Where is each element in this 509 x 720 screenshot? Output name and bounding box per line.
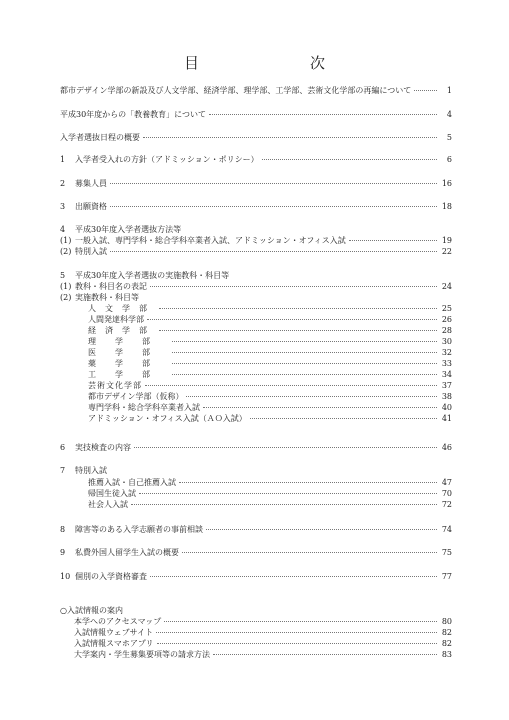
dot-leader (172, 374, 437, 375)
dot-leader (147, 319, 437, 320)
toc-entry-label: 募集人員 (75, 179, 107, 188)
page-title: 目 次 (183, 54, 373, 72)
dot-leader (157, 643, 437, 644)
toc-entry-label: 出願資格 (75, 202, 107, 211)
toc-entry-label: 都市デザイン学部（仮称） (88, 392, 184, 401)
dot-leader (172, 341, 437, 342)
toc-entry-label: 理学部 (88, 337, 169, 346)
dot-leader (145, 385, 437, 386)
dot-leader (150, 286, 437, 287)
toc-entry-label: 都市デザイン学部の新設及び人文学部、経済学部、理学部、工学部、芸術文化学部の再編について (60, 86, 412, 95)
toc-entry-label: 医学部 (88, 348, 169, 357)
toc-entry-label: 大学案内・学生募集要項等の請求方法 (74, 650, 210, 659)
toc-entry-page: 47 (441, 478, 452, 487)
toc-faculty-urban-design[interactable] (88, 392, 452, 402)
toc-section-1[interactable] (60, 155, 452, 165)
toc-entry-label: アドミッション・オフィス入試（ＡＯ入試） (88, 414, 247, 423)
dot-leader (164, 621, 437, 622)
toc-entry-label: 平成30年度からの「教養教育」について (60, 110, 207, 119)
dot-leader (139, 493, 437, 494)
toc-faculty-humanities[interactable] (88, 304, 452, 314)
toc-entry-page: 33 (441, 359, 452, 368)
toc-subsection-heading: 実施教科・科目等 (75, 293, 139, 302)
toc-faculty-human-development[interactable] (88, 315, 452, 325)
dot-leader (150, 576, 437, 577)
toc-section-heading: 平成30年度入学者選抜の実施教科・科目等 (75, 271, 230, 280)
dot-leader (186, 396, 437, 397)
toc-entry-page: 32 (441, 348, 452, 357)
dot-leader (110, 251, 437, 252)
toc-entry-label: 芸術文化学部 (88, 381, 142, 390)
toc-subentry-5-2 (60, 293, 139, 303)
toc-entry-reorganization[interactable] (60, 86, 452, 96)
toc-entry-page: 72 (441, 500, 452, 509)
dot-leader (179, 482, 437, 483)
toc-entry-liberal-arts[interactable] (60, 110, 452, 120)
dot-leader (143, 137, 437, 138)
toc-entry-label: 入学者受入れの方針（アドミッション・ポリシー） (75, 155, 259, 164)
toc-entry-label: 経済学部 (88, 326, 156, 335)
toc-entry-page: 28 (441, 326, 452, 335)
subsection-number: (1) (60, 236, 72, 245)
toc-entry-label: 専門学科・総合学科卒業者入試 (88, 403, 200, 412)
toc-special-adult[interactable] (88, 500, 452, 510)
dot-leader (172, 352, 437, 353)
toc-section-8[interactable] (60, 525, 452, 535)
toc-entry-page: 16 (441, 179, 452, 188)
info-heading: ○入試情報の案内 (60, 606, 123, 615)
toc-entry-page: 82 (441, 639, 452, 648)
dot-leader (159, 308, 437, 309)
toc-entry-page: 30 (441, 337, 452, 346)
toc-entry-label: 一般入試、専門学科・総合学科卒業者入試、アドミッション・オフィス入試 (75, 236, 346, 245)
toc-entry-label: 人文学部 (88, 304, 156, 313)
toc-entry-label: 薬学部 (88, 359, 169, 368)
dot-leader (131, 504, 437, 505)
toc-subentry-4-2[interactable] (60, 247, 452, 257)
dot-leader (134, 447, 437, 448)
dot-leader (213, 654, 437, 655)
toc-entry-label: 個別の入学資格審査 (75, 572, 147, 581)
toc-faculty-pharmacy[interactable] (88, 359, 452, 369)
toc-special-recommendation[interactable] (88, 478, 452, 488)
section-number: 7 (60, 466, 66, 475)
toc-section-7 (60, 466, 107, 476)
section-number: 3 (60, 202, 66, 211)
dot-leader (159, 330, 437, 331)
toc-entry-page: 22 (441, 247, 452, 256)
section-number: 9 (60, 548, 66, 557)
toc-section-heading: 特別入試 (75, 466, 107, 475)
dot-leader (349, 240, 437, 241)
info-access-map[interactable] (74, 617, 452, 627)
toc-section-5 (60, 271, 229, 281)
toc-entry-page: 37 (441, 381, 452, 390)
toc-section-9[interactable] (60, 548, 452, 558)
dot-leader (172, 363, 437, 364)
dot-leader (156, 632, 437, 633)
toc-entry-page: 46 (441, 443, 452, 452)
toc-faculty-science[interactable] (88, 337, 452, 347)
section-number: 5 (60, 271, 66, 280)
toc-entry-page: 70 (441, 489, 452, 498)
toc-entry-label: 工学部 (88, 370, 169, 379)
toc-faculty-medicine[interactable] (88, 348, 452, 358)
section-number: 1 (60, 155, 66, 164)
dot-leader (182, 552, 437, 553)
toc-entry-page: 18 (441, 202, 452, 211)
toc-entry-page: 38 (441, 392, 452, 401)
dot-leader (206, 529, 437, 530)
toc-entry-label: 人間発達科学部 (88, 315, 144, 324)
toc-entry-page: 6 (446, 155, 452, 164)
toc-entry-label: 入学者選抜日程の概要 (60, 133, 140, 142)
subsection-number: (2) (60, 247, 72, 256)
toc-section-heading: 平成30年度入学者選抜方法等 (75, 225, 182, 234)
dot-leader (203, 407, 437, 408)
toc-faculty-engineering[interactable] (88, 370, 452, 380)
dot-leader (209, 114, 437, 115)
toc-entry-label: 実技検査の内容 (75, 443, 131, 452)
info-website[interactable] (74, 628, 452, 638)
toc-entry-page: 74 (441, 525, 452, 534)
toc-faculty-specialized-graduates[interactable] (88, 403, 452, 413)
toc-entry-label: 特別入試 (75, 247, 107, 256)
toc-faculty-ao[interactable] (88, 414, 452, 424)
toc-section-2[interactable] (60, 179, 452, 189)
toc-entry-page: 24 (441, 282, 452, 291)
toc-entry-page: 82 (441, 628, 452, 637)
toc-entry-label: 入試情報ウェブサイト (74, 628, 154, 637)
toc-entry-page: 26 (441, 315, 452, 324)
toc-entry-label: 障害等のある入学志願者の事前相談 (75, 525, 203, 534)
toc-entry-page: 5 (446, 133, 452, 142)
dot-leader (250, 418, 437, 419)
toc-faculty-economics[interactable] (88, 326, 452, 336)
toc-section-3[interactable] (60, 202, 452, 212)
toc-entry-page: 34 (441, 370, 452, 379)
toc-entry-label: 帰国生徒入試 (88, 489, 136, 498)
toc-faculty-art-culture[interactable] (88, 381, 452, 391)
toc-entry-page: 19 (441, 236, 452, 245)
dot-leader (262, 159, 437, 160)
toc-special-returnee[interactable] (88, 489, 452, 499)
section-number: 10 (60, 572, 71, 581)
section-number: 8 (60, 525, 66, 534)
toc-entry-page: 77 (441, 572, 452, 581)
section-number: 4 (60, 225, 66, 234)
dot-leader (110, 183, 437, 184)
toc-section-10[interactable] (60, 572, 452, 582)
toc-entry-page: 4 (446, 110, 452, 119)
toc-subentry-5-1[interactable] (60, 282, 452, 292)
toc-entry-page: 1 (446, 86, 452, 95)
toc-subentry-4-1[interactable] (60, 236, 452, 246)
toc-section-4 (60, 225, 181, 235)
toc-entry-page: 25 (441, 304, 452, 313)
toc-section-6[interactable] (60, 443, 452, 453)
toc-entry-page: 40 (441, 403, 452, 412)
toc-entry-label: 推薦入試・自己推薦入試 (88, 478, 176, 487)
dot-leader (414, 90, 437, 91)
toc-entry-label: 私費外国人留学生入試の概要 (75, 548, 179, 557)
toc-entry-label: 教科・科目名の表記 (75, 282, 147, 291)
info-request-method[interactable] (74, 650, 452, 660)
toc-entry-page: 75 (441, 548, 452, 557)
toc-entry-label: 本学へのアクセスマップ (74, 617, 162, 626)
toc-entry-schedule[interactable] (60, 133, 452, 143)
toc-entry-page: 83 (441, 650, 452, 659)
subsection-number: (1) (60, 282, 72, 291)
dot-leader (110, 206, 437, 207)
section-number: 6 (60, 443, 66, 452)
info-smartphone-app[interactable] (74, 639, 452, 649)
section-number: 2 (60, 179, 66, 188)
subsection-number: (2) (60, 293, 72, 302)
toc-entry-page: 41 (441, 414, 452, 423)
toc-entry-label: 社会人入試 (88, 500, 128, 509)
toc-entry-page: 80 (441, 617, 452, 626)
toc-entry-label: 入試情報スマホアプリ (74, 639, 154, 648)
